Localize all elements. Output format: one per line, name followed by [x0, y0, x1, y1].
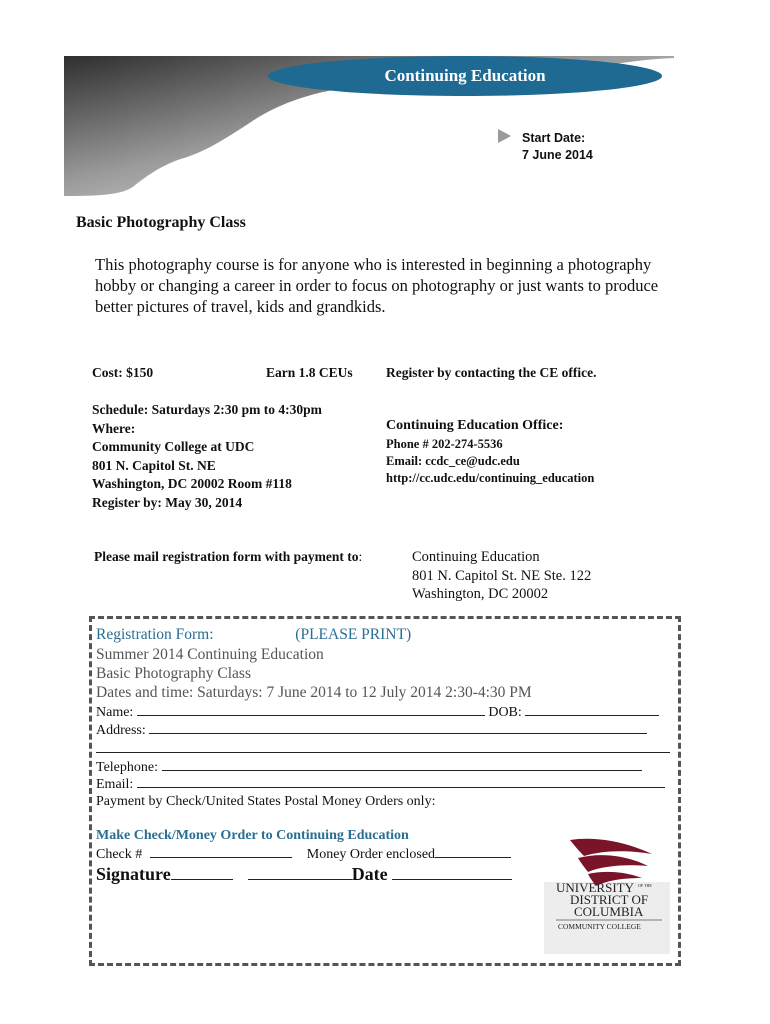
office-contact-block [386, 436, 594, 487]
email-label: Email: [96, 777, 134, 792]
email-row [96, 776, 665, 793]
cost-text: Cost: $150 [92, 365, 154, 380]
office-email: Email: ccdc_ce@udc.edu [386, 454, 520, 468]
start-date-value: 7 June 2014 [522, 148, 593, 162]
address-label: Address: [96, 723, 146, 738]
signature-label: Signature [96, 864, 171, 884]
udc-logo [544, 836, 670, 954]
start-date-block [522, 130, 593, 164]
mail-colon: : [358, 549, 363, 564]
address-field[interactable] [149, 722, 647, 734]
location-name: Community College at UDC [92, 439, 255, 454]
schedule-block [92, 401, 322, 512]
date-label: Date [351, 864, 388, 884]
form-print-note: (PLEASE PRINT) [295, 626, 412, 643]
form-title-line [96, 626, 411, 644]
make-check-text: Make Check/Money Order to Continuing Education [96, 828, 409, 843]
form-term: Summer 2014 Continuing Education [96, 646, 324, 663]
mail-address-line2: 801 N. Capitol St. NE Ste. 122 [412, 567, 592, 584]
telephone-row [96, 759, 642, 776]
logo-line2: DISTRICT OF [570, 892, 649, 907]
signature-field-extra[interactable] [248, 866, 352, 880]
banner-title: Continuing Education [268, 56, 662, 96]
udc-logo-graphic [544, 836, 670, 954]
mail-label-line [94, 549, 362, 565]
mail-address-line3: Washington, DC 20002 [412, 586, 549, 602]
start-date-label: Start Date: [522, 131, 586, 145]
form-title: Registration Form: [96, 626, 214, 643]
course-description: This photography course is for anyone who is interested in beginning a photography hobby or changing a career in order to focus on photography or just wants to produce better pictures of travel, kids and grandkids. [95, 255, 659, 316]
name-row [96, 704, 659, 721]
address-row [96, 722, 647, 739]
course-title: Basic Photography Class [76, 214, 246, 231]
mail-label: Please mail registration form with payment to [94, 549, 359, 564]
name-label: Name: [96, 705, 134, 720]
check-row [96, 846, 511, 863]
date-field[interactable] [392, 866, 512, 880]
location-street: 801 N. Capitol St. NE [92, 457, 216, 473]
form-course: Basic Photography Class [96, 665, 251, 682]
register-by-text: Register by: May 30, 2014 [92, 494, 243, 510]
check-number-field[interactable] [150, 846, 292, 858]
payment-note: Payment by Check/United States Postal Money Orders only: [96, 794, 436, 809]
dob-label: DOB: [488, 705, 522, 720]
office-url: http://cc.udc.edu/continuing_education [386, 471, 595, 485]
mail-address-block [412, 548, 591, 604]
ceus-text: Earn 1.8 CEUs [266, 365, 353, 380]
where-label: Where: [92, 420, 136, 436]
signature-field[interactable] [171, 866, 233, 880]
address-field-line2[interactable] [96, 752, 670, 753]
check-label: Check # [96, 847, 143, 862]
location-city-room: Washington, DC 20002 Room #118 [92, 476, 292, 491]
name-field[interactable] [137, 704, 485, 716]
form-dates: Dates and time: Saturdays: 7 June 2014 to 12 July 2014 2:30-4:30 PM [96, 684, 532, 701]
money-order-label: Money Order enclosed [306, 847, 436, 862]
wing-icon [570, 839, 652, 886]
logo-line1: UNIVERSITY [556, 880, 634, 895]
logo-of-the: OF THE [638, 883, 652, 888]
office-phone: Phone # 202-274-5536 [386, 437, 503, 451]
signature-row [96, 864, 512, 885]
register-contact-text: Register by contacting the CE office. [386, 365, 597, 380]
logo-line3: COLUMBIA [574, 904, 644, 919]
telephone-label: Telephone: [96, 760, 158, 775]
logo-line4: COMMUNITY COLLEGE [558, 922, 641, 931]
bullet-triangle-icon [498, 129, 511, 143]
telephone-field[interactable] [162, 759, 642, 771]
mail-address-line1: Continuing Education [412, 549, 540, 565]
office-title: Continuing Education Office: [386, 418, 564, 433]
email-field[interactable] [137, 776, 665, 788]
money-order-field[interactable] [435, 846, 511, 858]
schedule-text: Schedule: Saturdays 2:30 pm to 4:30pm [92, 402, 322, 417]
dob-field[interactable] [525, 704, 659, 716]
